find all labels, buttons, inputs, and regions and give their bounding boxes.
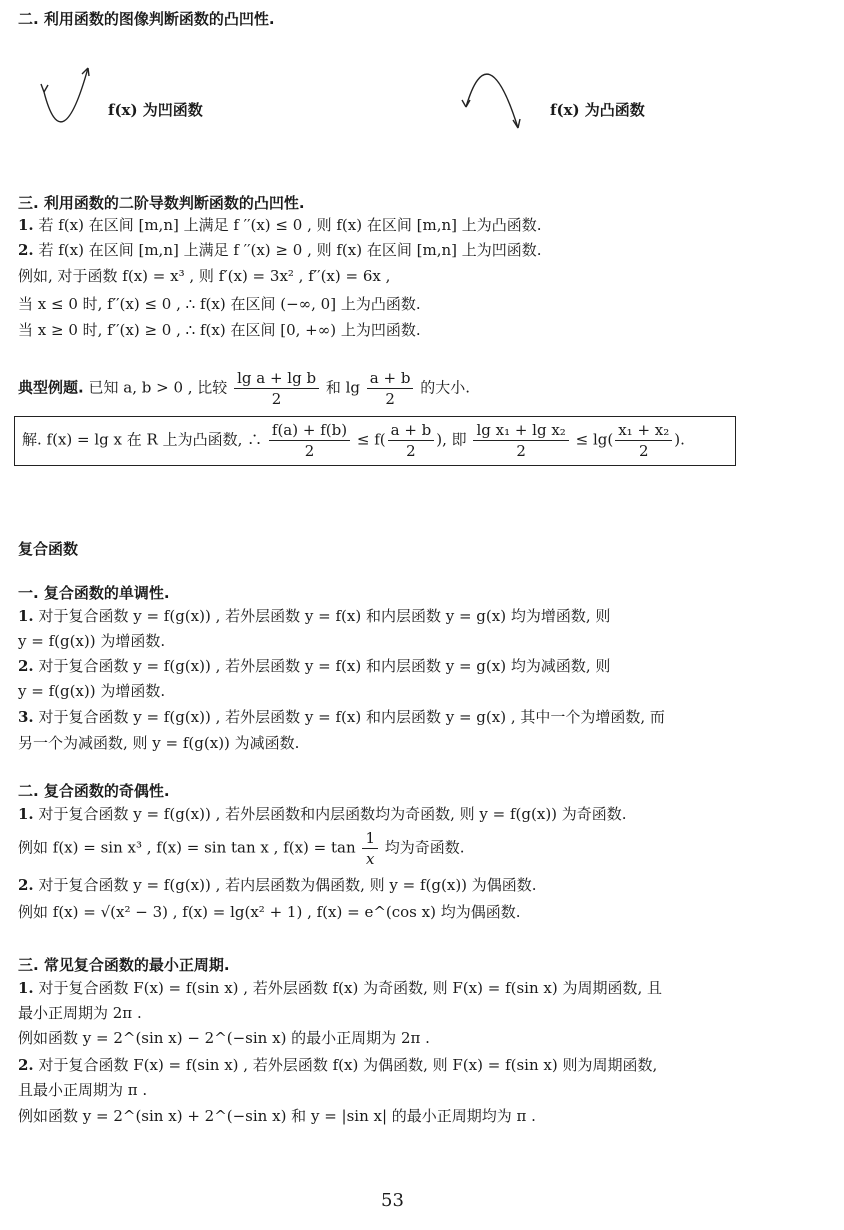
numerator: x₁ + x₂ [615, 420, 672, 441]
case-line-2: 当 x ≥ 0 时, f′′(x) ≥ 0 , ∴ f(x) 在区间 [0, +∞) 上为凹函数. [18, 321, 421, 339]
item-number: 1. [18, 979, 34, 997]
denominator: 2 [304, 442, 315, 460]
composite-title: 复合函数 [18, 540, 79, 558]
solution-line [22, 420, 685, 461]
period-example-1: 例如函数 y = 2^(sin x) − 2^(−sin x) 的最小正周期为 2π . [18, 1029, 430, 1047]
item-text: 若 f(x) 在区间 [m,n] 上满足 f ′′(x) ≤ 0 , 则 f(x) 在区间 [m,n] 上为凸函数. [38, 216, 542, 234]
section-heading-second-derivative: 三. 利用函数的二阶导数判断函数的凸凹性. [18, 194, 305, 212]
example-text: 均为奇函数. [384, 838, 465, 857]
period-heading: 三. 常见复合函数的最小正周期. [18, 956, 230, 974]
parity-heading: 二. 复合函数的奇偶性. [18, 782, 170, 800]
solution-text: ). [674, 430, 685, 449]
rule-item-1 [18, 215, 542, 235]
item-text: 对于复合函数 y = f(g(x)) , 若外层函数 y = f(x) 和内层函数 y = g(x) , 其中一个为增函数, 而 [38, 708, 665, 726]
numerator: 1 [362, 828, 378, 849]
fraction [367, 368, 414, 409]
item-number: 2. [18, 657, 34, 675]
fraction [269, 420, 350, 461]
example-line: 例如, 对于函数 f(x) = x³ , 则 f′(x) = 3x² , f′′(x) = 6x , [18, 267, 391, 285]
example-text: 例如 f(x) = sin x³ , f(x) = sin tan x , f(x) = tan [18, 838, 356, 857]
numerator: lg a + lg b [234, 368, 319, 389]
denominator: x [365, 850, 375, 868]
item-number: 3. [18, 708, 34, 726]
item-text: 对于复合函数 y = f(g(x)) , 若外层函数 y = f(x) 和内层函数 y = g(x) 均为增函数, 则 [38, 607, 611, 625]
parity-item-2 [18, 875, 537, 895]
fraction [362, 828, 378, 869]
item-text: 对于复合函数 y = f(g(x)) , 若内层函数为偶函数, 则 y = f(g(x)) 为偶函数. [38, 876, 537, 894]
item-text: 对于复合函数 y = f(g(x)) , 若外层函数 y = f(x) 和内层函数 y = g(x) 均为减函数, 则 [38, 657, 611, 675]
denominator: 2 [638, 442, 649, 460]
parity-item-1 [18, 804, 627, 824]
convex-curve-icon [458, 62, 528, 134]
solution-text: ), 即 [436, 430, 467, 449]
period-item-1-cont: 最小正周期为 2π . [18, 1004, 142, 1022]
typical-example-text: 和 lg [325, 378, 361, 397]
item-number: 1. [18, 216, 34, 234]
numerator: f(a) + f(b) [269, 420, 350, 441]
concave-label: f(x) 为凹函数 [108, 101, 203, 119]
denominator: 2 [406, 442, 416, 460]
case-line-1: 当 x ≤ 0 时, f′′(x) ≤ 0 , ∴ f(x) 在区间 (−∞, 0] 上为凸函数. [18, 295, 421, 313]
typical-example-text: 已知 a, b > 0 , 比较 [88, 378, 228, 397]
mono-item-3 [18, 707, 665, 727]
convex-label: f(x) 为凸函数 [550, 101, 645, 119]
item-text: 若 f(x) 在区间 [m,n] 上满足 f ′′(x) ≥ 0 , 则 f(x) 在区间 [m,n] 上为凹函数. [38, 241, 542, 259]
fraction [234, 368, 319, 409]
fraction [473, 420, 568, 461]
numerator: lg x₁ + lg x₂ [473, 420, 568, 441]
mono-item-2 [18, 656, 610, 676]
page-number: 53 [381, 1190, 404, 1211]
typical-example-text: 的大小. [420, 378, 471, 397]
item-text: 对于复合函数 F(x) = f(sin x) , 若外层函数 f(x) 为奇函数, 则 F(x) = f(sin x) 为周期函数, 且 [38, 979, 663, 997]
parity-example-1 [18, 828, 465, 869]
mono-item-3-cont: 另一个为减函数, 则 y = f(g(x)) 为减函数. [18, 734, 300, 752]
item-text: 对于复合函数 y = f(g(x)) , 若外层函数和内层函数均为奇函数, 则 y = f(g(x)) 为奇函数. [38, 805, 627, 823]
period-example-2: 例如函数 y = 2^(sin x) + 2^(−sin x) 和 y = |sin x| 的最小正周期均为 π . [18, 1107, 536, 1125]
typical-example [18, 368, 470, 409]
denominator: 2 [516, 442, 526, 460]
item-number: 2. [18, 876, 34, 894]
concave-curve-icon [40, 62, 100, 134]
item-number: 2. [18, 1056, 34, 1074]
solution-text: 解. f(x) = lg x 在 R 上为凸函数, ∴ [22, 430, 263, 449]
rule-item-2 [18, 240, 542, 260]
period-item-1 [18, 978, 662, 998]
fraction [615, 420, 672, 461]
mono-item-1-cont: y = f(g(x)) 为增函数. [18, 632, 166, 650]
denominator: 2 [385, 390, 395, 408]
fraction [388, 420, 435, 461]
numerator: a + b [367, 368, 414, 389]
denominator: 2 [271, 390, 282, 408]
period-item-2-cont: 且最小正周期为 π . [18, 1081, 148, 1099]
item-number: 2. [18, 241, 34, 259]
numerator: a + b [388, 420, 435, 441]
parity-example-2: 例如 f(x) = √(x² − 3) , f(x) = lg(x² + 1) , f(x) = e^(cos x) 均为偶函数. [18, 903, 521, 921]
period-item-2 [18, 1055, 657, 1075]
typical-example-label: 典型例题. [18, 378, 84, 397]
monotonicity-heading: 一. 复合函数的单调性. [18, 584, 170, 602]
item-number: 1. [18, 805, 34, 823]
solution-text: ≤ lg( [575, 430, 614, 449]
mono-item-1 [18, 606, 610, 626]
mono-item-2-cont: y = f(g(x)) 为增函数. [18, 682, 166, 700]
section-heading-graph: 二. 利用函数的图像判断函数的凸凹性. [18, 10, 275, 28]
solution-text: ≤ f( [356, 430, 386, 449]
item-number: 1. [18, 607, 34, 625]
item-text: 对于复合函数 F(x) = f(sin x) , 若外层函数 f(x) 为偶函数, 则 F(x) = f(sin x) 则为周期函数, [38, 1056, 658, 1074]
